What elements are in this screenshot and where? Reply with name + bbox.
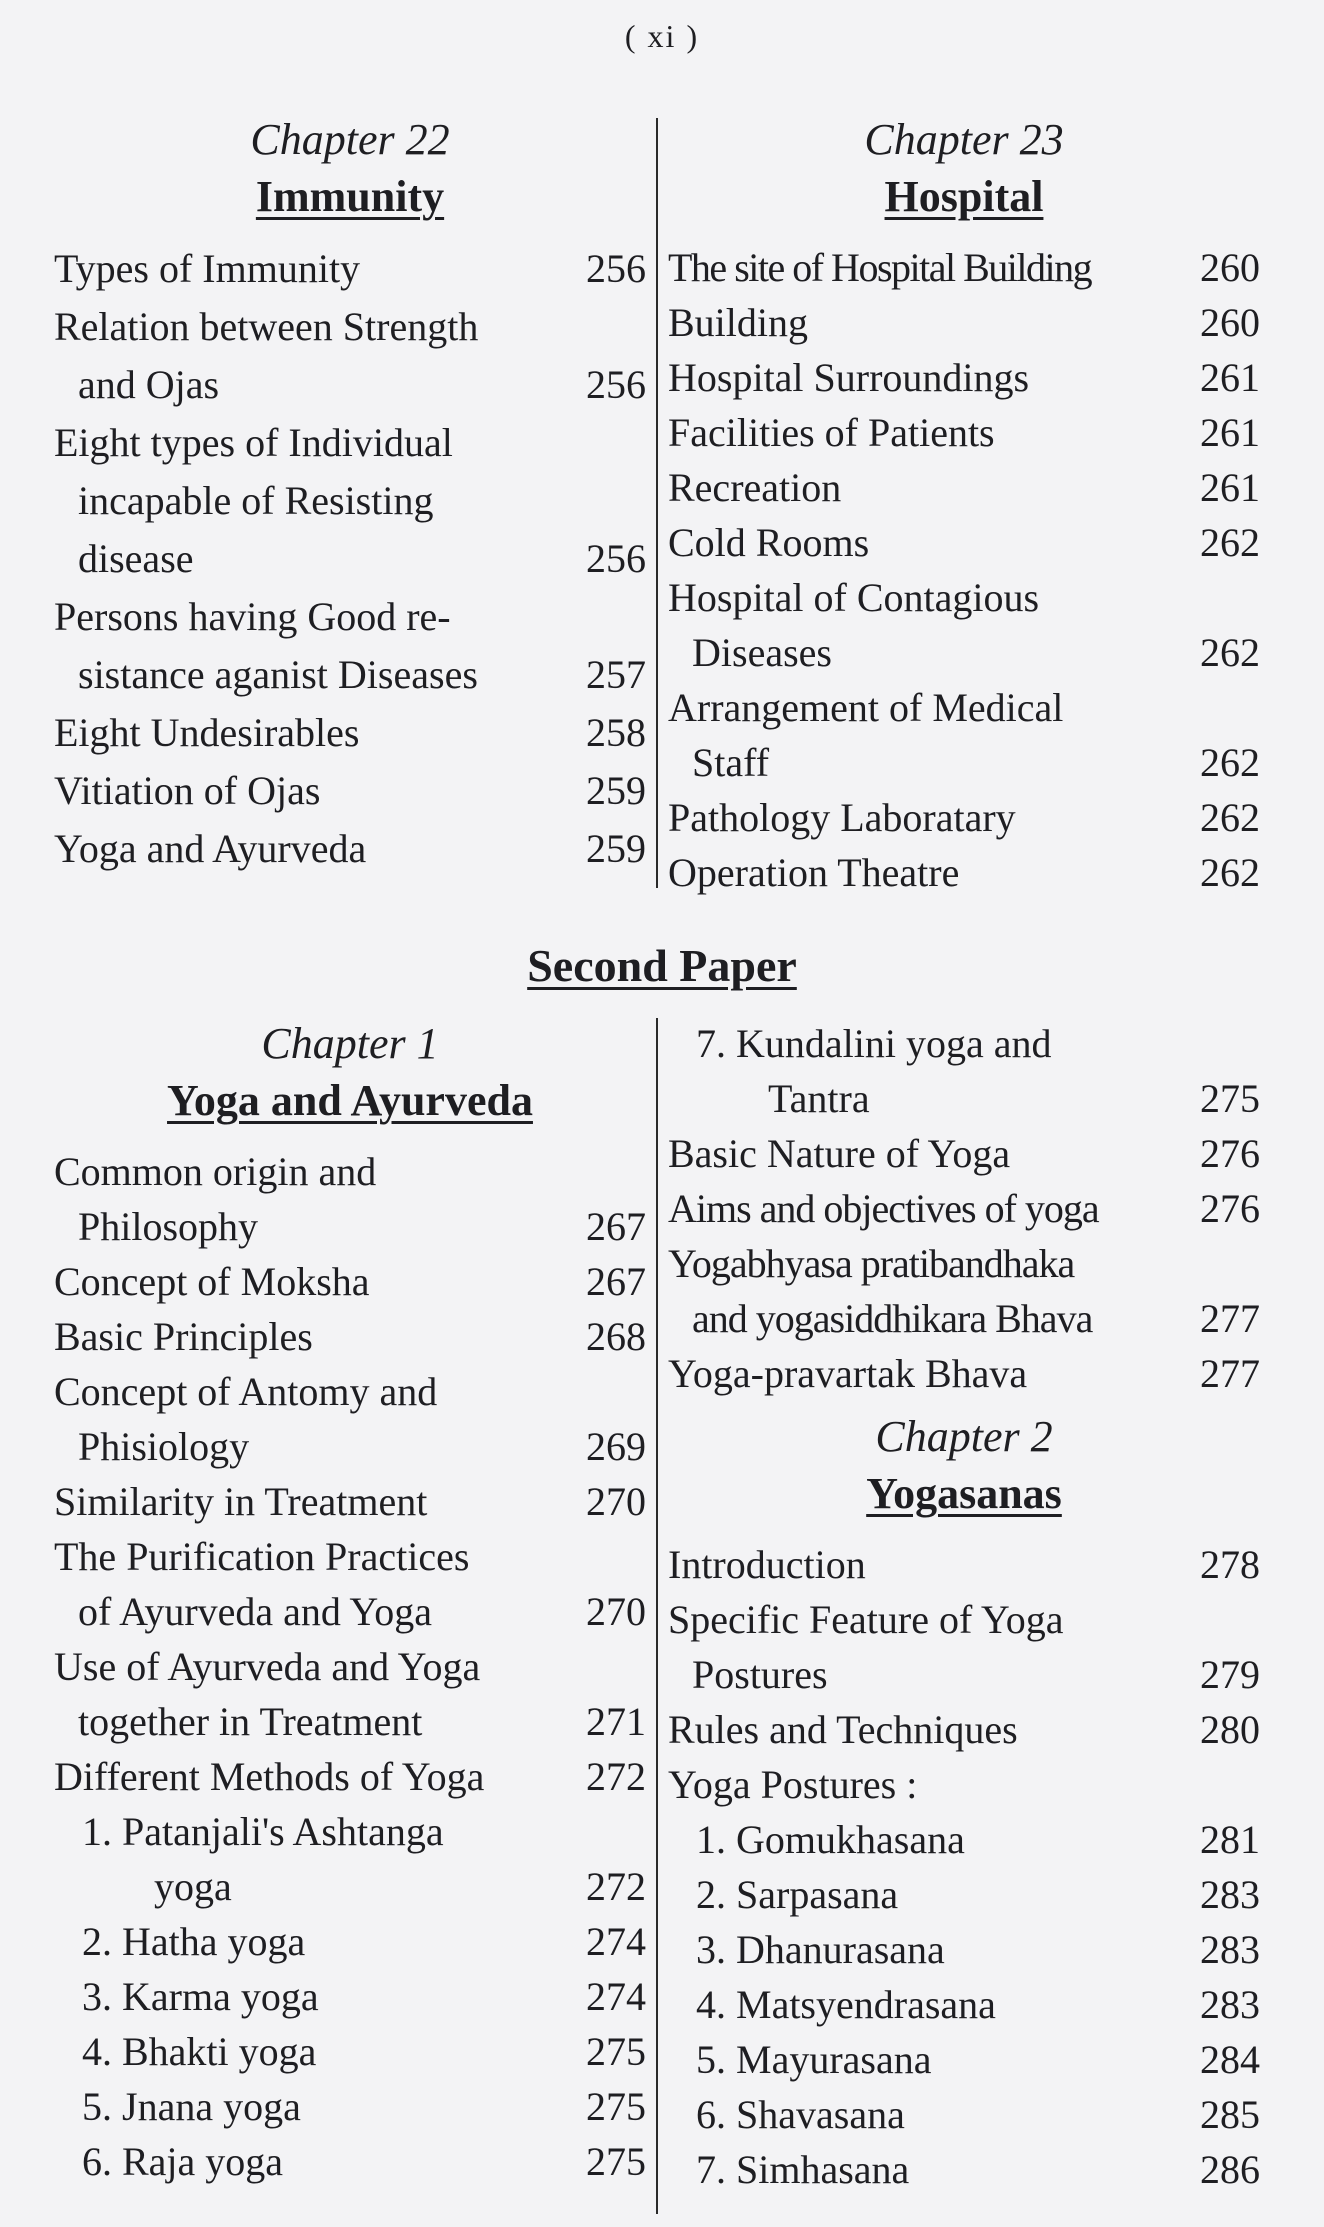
toc-entry[interactable]: Specific Feature of Yoga Postures 279 <box>668 1592 1260 1702</box>
toc-entry[interactable]: Hospital of Contagious Diseases 262 <box>668 570 1260 680</box>
page-ref: 275 <box>586 2084 646 2129</box>
chapter-title: Immunity <box>255 172 445 221</box>
page-ref: 277 <box>1200 1296 1260 1341</box>
toc-entry[interactable]: The Purification Practices of Ayurveda and Yoga 270 <box>54 1529 646 1639</box>
toc-entry[interactable]: The site of Hospital Building 260 <box>668 240 1260 295</box>
page-ref: 262 <box>1200 630 1260 675</box>
page-ref: 256 <box>586 246 646 291</box>
chapter-1-section <box>54 1016 646 2189</box>
toc-entry[interactable]: 7. Kundalini yoga and Tantra 275 <box>668 1016 1260 1126</box>
toc-entry[interactable]: Yoga-pravartak Bhava 277 <box>668 1346 1260 1401</box>
toc-entry[interactable]: Use of Ayurveda and Yoga together in Treatment 271 <box>54 1639 646 1749</box>
toc-entry[interactable]: 4. Matsyendrasana 283 <box>668 1977 1260 2032</box>
column-divider <box>656 118 658 888</box>
page-ref: 259 <box>586 826 646 871</box>
page-ref: 259 <box>586 768 646 813</box>
page-ref: 272 <box>586 1864 646 1909</box>
page-number: ( xi ) <box>624 18 700 54</box>
page-ref: 269 <box>586 1424 646 1469</box>
page-ref: 270 <box>586 1479 646 1524</box>
toc-entry[interactable]: Aims and objectives of yoga 276 <box>668 1181 1260 1236</box>
toc-entry[interactable]: Basic Nature of Yoga 276 <box>668 1126 1260 1181</box>
toc-entry[interactable]: Rules and Techniques 280 <box>668 1702 1260 1757</box>
page-ref: 257 <box>586 652 646 697</box>
page-ref: 275 <box>586 2029 646 2074</box>
page-ref: 261 <box>1200 410 1260 455</box>
page-ref: 270 <box>586 1589 646 1634</box>
chapter-title: Hospital <box>884 172 1044 221</box>
page-ref: 268 <box>586 1314 646 1359</box>
chapter-22-section <box>54 112 646 878</box>
page-ref: 256 <box>586 362 646 407</box>
page-ref: 261 <box>1200 465 1260 510</box>
chapter-title: Yoga and Ayurveda <box>167 1076 533 1125</box>
page-ref: 262 <box>1200 795 1260 840</box>
page-ref: 279 <box>1200 1652 1260 1697</box>
page-ref: 286 <box>1200 2147 1260 2192</box>
page-ref: 283 <box>1200 1927 1260 1972</box>
toc-entry[interactable]: 6. Shavasana 285 <box>668 2087 1260 2142</box>
toc-entry[interactable]: 2. Hatha yoga 274 <box>54 1914 646 1969</box>
page-ref: 256 <box>586 536 646 581</box>
toc-entry[interactable]: Types of Immunity 256 <box>54 240 646 298</box>
toc-entry[interactable]: Recreation 261 <box>668 460 1260 515</box>
toc-entry[interactable]: 4. Bhakti yoga 275 <box>54 2024 646 2079</box>
page-ref: 276 <box>1200 1131 1260 1176</box>
page-ref: 284 <box>1200 2037 1260 2082</box>
toc-entry: Yoga Postures : <box>668 1762 918 1807</box>
toc-entry[interactable]: Operation Theatre 262 <box>668 845 1260 900</box>
toc-entry[interactable]: Arrangement of Medical Staff 262 <box>668 680 1260 790</box>
toc-entry[interactable]: Relation between Strength and Ojas 256 <box>54 298 646 414</box>
page-ref: 271 <box>586 1699 646 1744</box>
toc-entry[interactable]: Introduction 278 <box>668 1537 1260 1592</box>
toc-entry[interactable]: Hospital Surroundings 261 <box>668 350 1260 405</box>
toc-entry[interactable]: Eight types of Individual incapable of Resisting disease 256 <box>54 414 646 588</box>
toc-entry[interactable]: 6. Raja yoga 275 <box>54 2134 646 2189</box>
page-ref: 267 <box>586 1259 646 1304</box>
chapter-23-section <box>668 112 1260 900</box>
page-ref: 276 <box>1200 1186 1260 1231</box>
toc-entry[interactable]: Different Methods of Yoga 272 <box>54 1749 646 1804</box>
toc-entry[interactable]: Building 260 <box>668 295 1260 350</box>
page-ref: 262 <box>1200 520 1260 565</box>
page-ref: 272 <box>586 1754 646 1799</box>
chapter-title: Yogasanas <box>866 1469 1062 1518</box>
toc-entry[interactable]: Yogabhyasa pratibandhaka and yogasiddhikara Bhava 277 <box>668 1236 1260 1346</box>
toc-entry[interactable]: Concept of Antomy and Phisiology 269 <box>54 1364 646 1474</box>
chapter-label: Chapter 23 <box>864 115 1064 164</box>
toc-entry[interactable]: Persons having Good re- sistance aganist Diseases 257 <box>54 588 646 704</box>
toc-entry[interactable]: Yoga and Ayurveda 259 <box>54 820 646 878</box>
page-ref: 283 <box>1200 1872 1260 1917</box>
page-ref: 274 <box>586 1974 646 2019</box>
chapter-1-continued-and-chapter-2-section <box>668 1016 1260 2197</box>
page-ref: 280 <box>1200 1707 1260 1752</box>
toc-entry[interactable]: Cold Rooms 262 <box>668 515 1260 570</box>
toc-entry[interactable]: Vitiation of Ojas 259 <box>54 762 646 820</box>
page-ref: 262 <box>1200 740 1260 785</box>
page-ref: 285 <box>1200 2092 1260 2137</box>
toc-entry[interactable]: Facilities of Patients 261 <box>668 405 1260 460</box>
toc-entry[interactable]: Common origin and Philosophy 267 <box>54 1144 646 1254</box>
chapter-label: Chapter 2 <box>875 1412 1053 1461</box>
toc-entry[interactable]: 5. Mayurasana 284 <box>668 2032 1260 2087</box>
page-ref: 262 <box>1200 850 1260 895</box>
toc-entry[interactable]: 7. Simhasana 286 <box>668 2142 1260 2197</box>
page-ref: 277 <box>1200 1351 1260 1396</box>
page-ref: 275 <box>586 2139 646 2184</box>
toc-entry[interactable]: Pathology Laboratary 262 <box>668 790 1260 845</box>
toc-entry[interactable]: 1. Gomukhasana 281 <box>668 1812 1260 1867</box>
page-ref: 261 <box>1200 355 1260 400</box>
page-ref: 267 <box>586 1204 646 1249</box>
toc-entry[interactable]: 2. Sarpasana 283 <box>668 1867 1260 1922</box>
page-ref: 260 <box>1200 245 1260 290</box>
section-heading-second-paper: Second Paper <box>527 940 797 991</box>
page-ref: 275 <box>1200 1076 1260 1121</box>
page-ref: 281 <box>1200 1817 1260 1862</box>
chapter-label: Chapter 22 <box>250 115 450 164</box>
toc-entry[interactable]: Concept of Moksha 267 <box>54 1254 646 1309</box>
toc-entry[interactable]: 3. Dhanurasana 283 <box>668 1922 1260 1977</box>
chapter-label: Chapter 1 <box>261 1019 439 1068</box>
toc-entry[interactable]: Basic Principles 268 <box>54 1309 646 1364</box>
page-ref: 274 <box>586 1919 646 1964</box>
toc-entry[interactable]: Eight Undesirables 258 <box>54 704 646 762</box>
page-ref: 283 <box>1200 1982 1260 2027</box>
column-divider <box>656 1018 658 2214</box>
toc-entry[interactable]: 5. Jnana yoga 275 <box>54 2079 646 2134</box>
page-ref: 258 <box>586 710 646 755</box>
toc-entry[interactable]: 1. Patanjali's Ashtanga yoga 272 <box>54 1804 646 1914</box>
toc-entry[interactable]: 3. Karma yoga 274 <box>54 1969 646 2024</box>
page-ref: 278 <box>1200 1542 1260 1587</box>
page-ref: 260 <box>1200 300 1260 345</box>
toc-entry[interactable]: Similarity in Treatment 270 <box>54 1474 646 1529</box>
